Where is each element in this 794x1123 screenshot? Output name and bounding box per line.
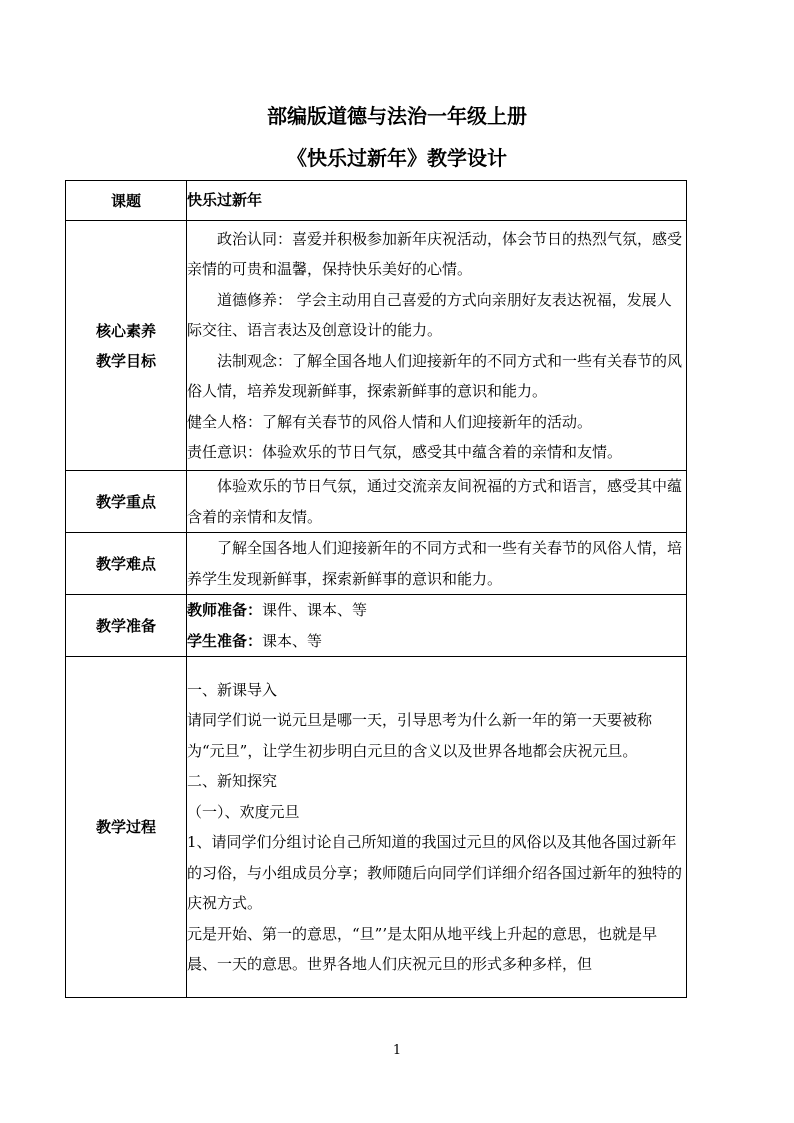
table-row-difficulties	[66, 533, 687, 595]
process-line: 元是开始、第一的意思，“旦”’是太阳从地平线上升起的意思，也就是早晨、一天的意思。世界各地人们庆祝元旦的形式多种多样，但	[187, 924, 658, 973]
goal-item: 责任意识：体验欢乐的节日气氛，感受其中蕴含着的亲情和友情。	[187, 443, 623, 461]
goals-label-line2: 教学目标	[95, 351, 156, 370]
goal-item: 道德修养： 学会主动用自己喜爱的方式向亲朋好友表达祝福，发展人际交往、语言表达及创意设计的能力。	[187, 290, 672, 339]
goals-label-line1: 核心素养	[95, 321, 156, 340]
teacher-preparation-value: 课件、课本、等	[262, 601, 368, 619]
process-line: 一、新课导入	[187, 680, 278, 699]
document-subtitle: 《快乐过新年》教学设计	[287, 146, 507, 170]
key-points-text: 体验欢乐的节日气氛，通过交流亲友间祝福的方式和语言，感受其中蕴含着的亲情和友情。	[187, 477, 683, 526]
table-row-goals	[66, 221, 687, 471]
page-number: 1	[392, 1043, 402, 1058]
goal-item: 健全人格：了解有关春节的风俗人情和人们迎接新年的活动。	[187, 412, 593, 431]
key-points-label: 教学重点	[66, 471, 187, 533]
difficulties-content	[187, 533, 687, 595]
topic-value: 快乐过新年	[187, 181, 687, 221]
preparation-content	[187, 595, 687, 657]
difficulties-label: 教学难点	[66, 533, 187, 595]
preparation-label: 教学准备	[66, 595, 187, 657]
process-line: 请同学们说一说元旦是哪一天，引导思考为什么新一年的第一天要被称为“元旦”，让学生初步明白元旦的含义以及世界各地都会庆祝元旦。	[187, 711, 653, 760]
table-row-preparation	[66, 595, 687, 657]
goals-content	[187, 221, 687, 471]
student-preparation	[187, 626, 686, 657]
key-points-content	[187, 471, 687, 533]
process-line: （一）、欢度元旦	[187, 802, 300, 821]
teacher-preparation	[187, 595, 686, 626]
goal-item: 政治认同：喜爱并积极参加新年庆祝活动，体会节日的热烈气氛，感受亲情的可贵和温馨，保持快乐美好的心情。	[187, 229, 683, 278]
table-row-topic	[66, 181, 687, 221]
difficulties-text: 了解全国各地人们迎接新年的不同方式和一些有关春节的风俗人情，培养学生发现新鲜事，探索新鲜事的意识和能力。	[187, 539, 683, 588]
lesson-plan-table	[65, 180, 687, 998]
table-row-key-points	[66, 471, 687, 533]
teacher-preparation-label: 教师准备：	[187, 601, 263, 619]
table-row-process	[66, 657, 687, 998]
student-preparation-value: 课本、等	[262, 631, 323, 650]
process-content	[187, 657, 687, 998]
document-title: 部编版道德与法治一年级上册	[267, 104, 527, 128]
student-preparation-label: 学生准备：	[187, 631, 263, 650]
process-line: 1、请同学们分组讨论自己所知道的我国过元旦的风俗以及其他各国过新年的习俗，与小组成员分享；教师随后向同学们详细介绍各国过新年的独特的庆祝方式。	[187, 833, 683, 912]
topic-label: 课题	[66, 181, 187, 221]
process-label: 教学过程	[66, 657, 187, 998]
goals-label	[66, 221, 187, 471]
goal-item: 法制观念：了解全国各地人们迎接新年的不同方式和一些有关春节的风俗人情，培养发现新鲜事，探索新鲜事的意识和能力。	[187, 351, 683, 400]
process-line: 二、新知探究	[187, 772, 278, 790]
